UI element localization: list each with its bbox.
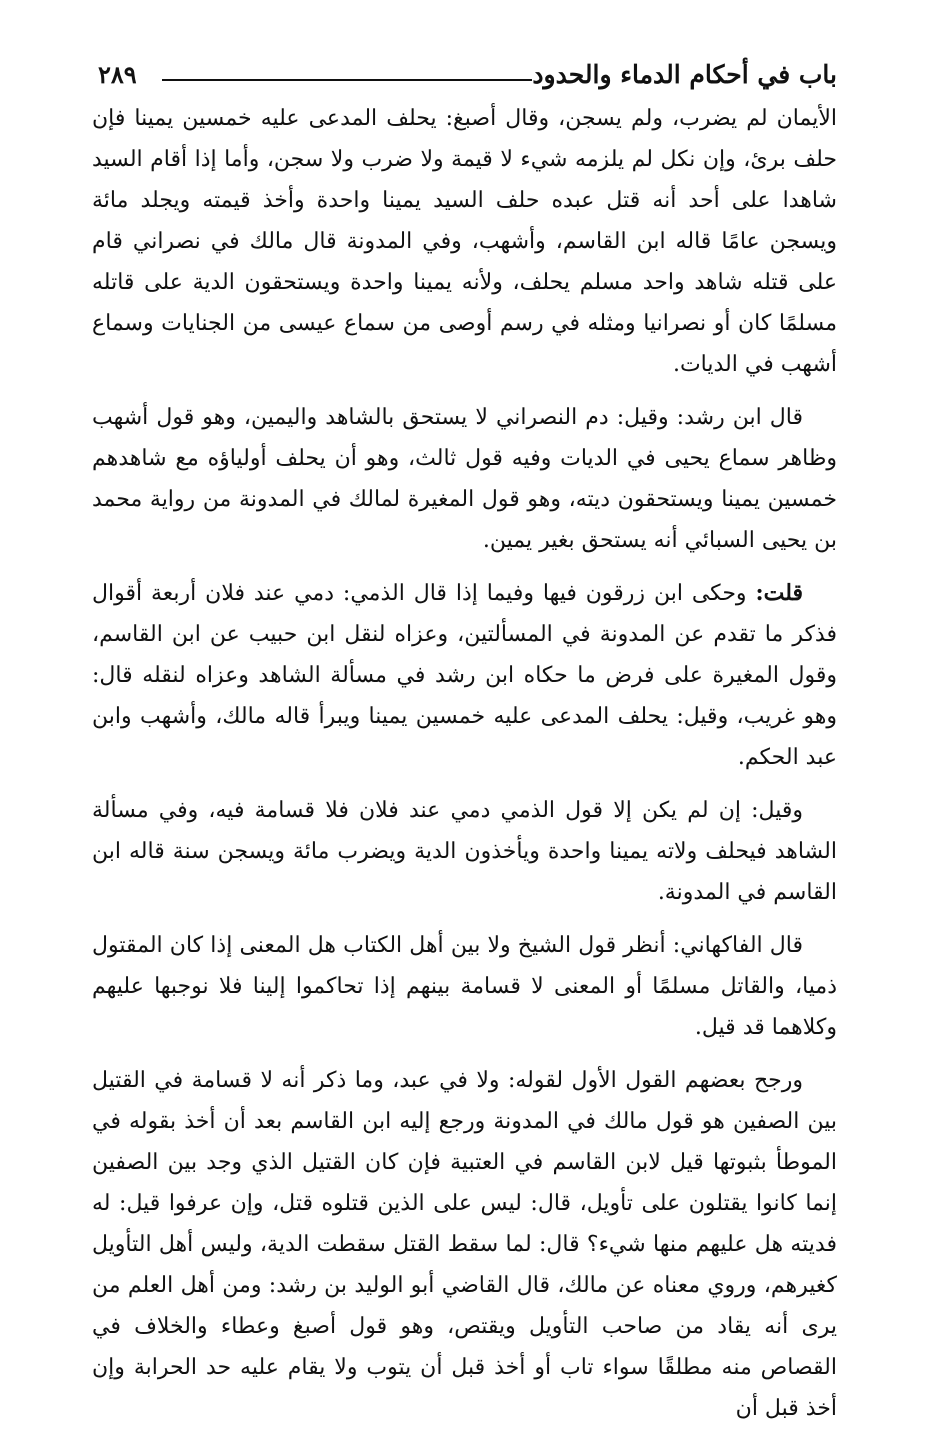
paragraph-3-text: وحكى ابن زرقون فيها وفيما إذا قال الذمي: دمي عند فلان أربعة أقوال فذكر ما تقدم عن المدونة في المسألتين، وعزاه لنقل ابن حبيب عن ابن القاسم، وقول المغيرة على فرض ما حكاه ابن رشد في مسألة الشاهد وعزاه لنقله قال: وهو غريب، وقيل: يحلف المدعى عليه خمسين يمينا ويبرأ قاله مالك، وأشهب وابن عبد الحكم.	[92, 581, 837, 770]
paragraph-6-text: ورجح بعضهم القول الأول لقوله: ولا في عبد، وما ذكر أنه لا قسامة في القتيل بين الصفين هو قول مالك في المدونة ورجع إليه ابن القاسم بعد أن أخذ بقوله في الموطأ بثبوتها قيل لابن القاسم في العتبية فإن كان القتيل الذي وجد بين الصفين إنما كانوا يقتلون على تأويل، قال: ليس على الذين قتلوه قتل، وإن عرفوا قيل: له فديته هل عليهم منها شيء؟ قال: لما سقط القتل سقطت الدية، وليس أهل التأويل كغيرهم، وروي معناه عن مالك، قال القاضي أبو الوليد بن رشد: ومن أهل العلم من يرى أنه يقاد من صاحب التأويل ويقتص، وهو قول أصبغ وعطاء والخلاف في القصاص منه مطلقًا سواء تاب أو أخذ قبل أن يتوب ولا يقام عليه حد الحرابة وإن أخذ قبل أن	[92, 1068, 837, 1421]
page-body	[92, 98, 837, 1429]
paragraph-2	[92, 397, 837, 561]
paragraph-5-text: قال الفاكهاني: أنظر قول الشيخ ولا بين أهل الكتاب هل المعنى إذا كان المقتول ذميا، والقاتل مسلمًا أو المعنى لا قسامة بينهم إذا تحاكموا إلينا فلا نوجبها عليهم وكلاهما قد قيل.	[92, 933, 837, 1040]
chapter-title: باب في أحكام الدماء والحدود	[532, 60, 837, 89]
running-header	[92, 58, 837, 98]
paragraph-4	[92, 790, 837, 913]
header-rule	[162, 79, 532, 81]
paragraph-1	[92, 98, 837, 385]
paragraph-6	[92, 1060, 837, 1429]
paragraph-3	[92, 573, 837, 778]
paragraph-4-text: وقيل: إن لم يكن إلا قول الذمي دمي عند فلان فلا قسامة فيه، وفي مسألة الشاهد فيحلف ولاته يمينا واحدة ويأخذون الدية ويضرب مائة ويسجن سنة قاله ابن القاسم في المدونة.	[92, 798, 837, 905]
page-number: ٢٨٩	[98, 60, 137, 89]
paragraph-3-lead: قلت:	[755, 580, 803, 606]
paragraph-2-text: قال ابن رشد: وقيل: دم النصراني لا يستحق بالشاهد واليمين، وهو قول أشهب وظاهر سماع يحيى في الديات وفيه قول ثالث، وهو أن يحلف أولياؤه مع شاهدهم خمسين يمينا ويستحقون ديته، وهو قول المغيرة لمالك في المدونة من رواية محمد بن يحيى السبائي أنه يستحق بغير يمين.	[92, 405, 837, 553]
paragraph-5	[92, 925, 837, 1048]
paragraph-1-text: الأيمان لم يضرب، ولم يسجن، وقال أصبغ: يحلف المدعى عليه خمسين يمينا فإن حلف برئ، وإن نكل لم يلزمه شيء لا قيمة ولا ضرب ولا سجن، وأما إذا أقام السيد شاهدا على أحد أنه قتل عبده حلف السيد يمينا واحدة وأخذ قيمته ويجلد مائة ويسجن عامًا قاله ابن القاسم، وأشهب، وفي المدونة قال مالك في نصراني قام على قتله شاهد واحد مسلم يحلف، ولأنه يمينا واحدة ويستحقون الدية على قاتله مسلمًا كان أو نصرانيا ومثله في رسم أوصى من سماع عيسى من الجنايات وسماع أشهب في الديات.	[92, 106, 837, 377]
